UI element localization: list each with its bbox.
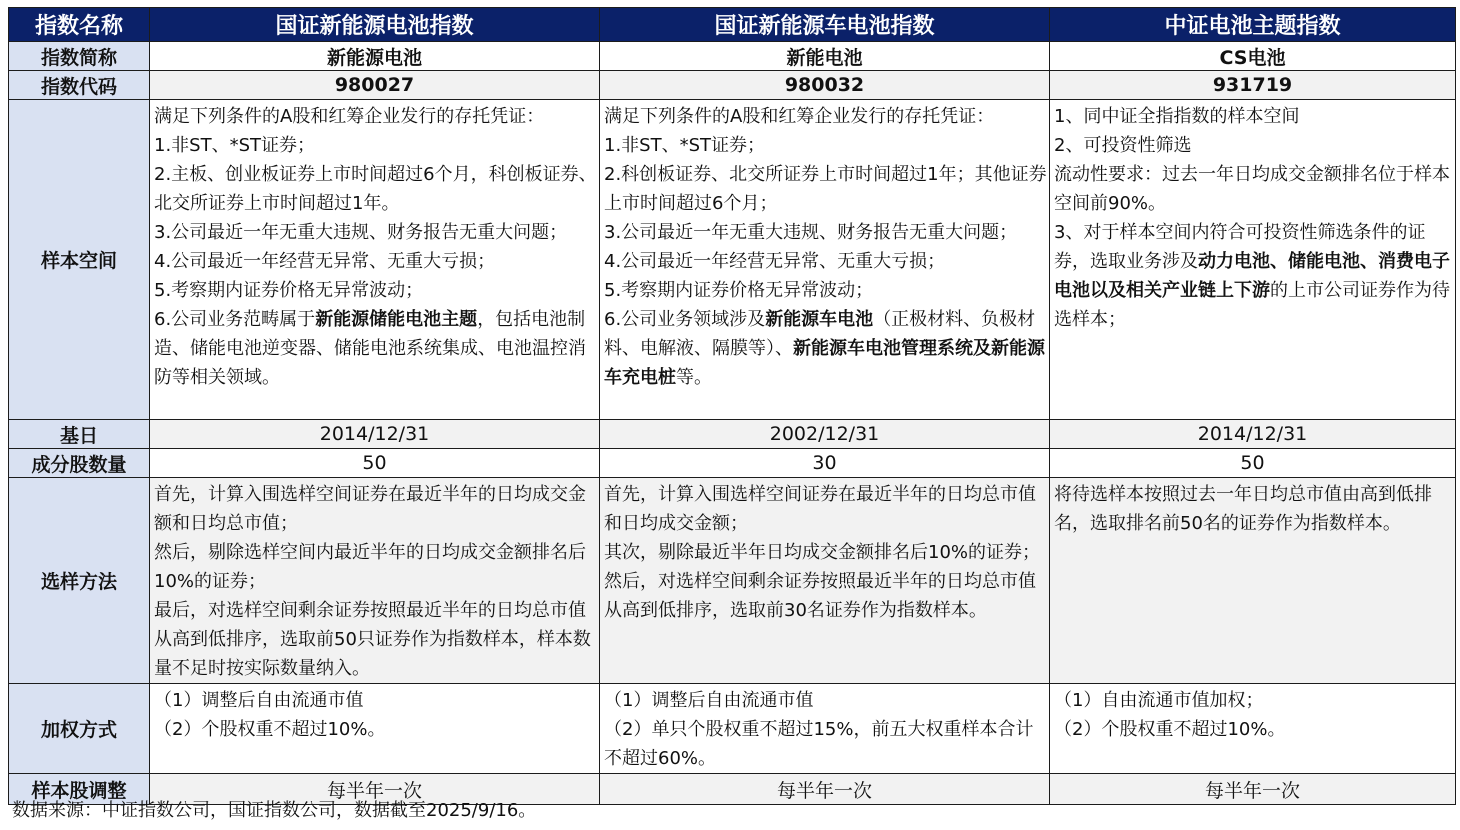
- sample-space-2-line: 5.考察期内证券价格无异常波动；: [604, 280, 874, 301]
- sample-space-row: [9, 100, 1456, 420]
- sample-space-3-line: 2、可投资性筛选: [1054, 135, 1192, 156]
- text-segment: 6.公司业务范畴属于: [154, 309, 316, 330]
- row-label-sample-space: 样本空间: [9, 100, 150, 420]
- header-index-2: 国证新能源车电池指数: [600, 8, 1050, 42]
- sample-space-1-line: 1.非ST、*ST证券；: [154, 135, 316, 156]
- sample-space-1: [150, 100, 600, 420]
- text-segment: ，包括电池制造、储能电池逆变器、储能电池系统集成、电池温控消防等相关领域。: [154, 309, 586, 388]
- method-2-line: 然后，对选样空间剩余证券按照最近半年的日均总市值从高到低排序，选取前30名证券作为指数样本。: [604, 571, 1036, 621]
- weighting-3: [1050, 684, 1456, 774]
- method-1-line: 然后，剔除选样空间内最近半年的日均成交金额排名后10%的证券；: [154, 542, 586, 592]
- short-name-2: 新能电池: [600, 42, 1050, 71]
- method-3-line: 将待选样本按照过去一年日均总市值由高到低排名，选取排名前50名的证券作为指数样本。: [1054, 484, 1432, 534]
- sample-space-2-line: 1.非ST、*ST证券；: [604, 135, 766, 156]
- count-2: 30: [600, 449, 1050, 478]
- row-label-count: 成分股数量: [9, 449, 150, 478]
- sample-space-3-line: 流动性要求：过去一年日均成交金额排名位于样本空间前90%。: [1054, 164, 1450, 214]
- header-index-1: 国证新能源电池指数: [150, 8, 600, 42]
- method-row: [9, 478, 1456, 684]
- rebalance-3: 每半年一次: [1050, 774, 1456, 805]
- sample-space-3: [1050, 100, 1456, 420]
- method-1-line: 首先，计算入围选样空间证券在最近半年的日均成交金额和日均总市值；: [154, 484, 586, 534]
- sample-space-1-line: [154, 305, 597, 392]
- sample-space-2: [600, 100, 1050, 420]
- method-2-line: 其次，剔除最近半年日均成交金额排名后10%的证券；: [604, 542, 1041, 563]
- weighting-1: [150, 684, 600, 774]
- text-segment: 6.公司业务领域涉及: [604, 309, 766, 330]
- row-label-short-name: 指数简称: [9, 42, 150, 71]
- header-row: [9, 8, 1456, 42]
- code-2: 980032: [600, 71, 1050, 100]
- method-2: [600, 478, 1050, 684]
- sample-space-3-line: 1、同中证全指指数的样本空间: [1054, 106, 1300, 127]
- data-source-note: 数据来源：中证指数公司，国证指数公司，数据截至2025/9/16。: [12, 800, 537, 821]
- text-segment: 等。: [676, 367, 712, 388]
- row-label-method: 选样方法: [9, 478, 150, 684]
- index-comparison-table: [8, 7, 1456, 805]
- row-label-rebalance: 样本股调整: [9, 774, 150, 805]
- weighting-row: [9, 684, 1456, 774]
- sample-space-1-line: 4.公司最近一年经营无异常、无重大亏损；: [154, 251, 496, 272]
- bold-text-segment: 新能源车电池管理系统及新能源车充电桩: [604, 338, 1045, 388]
- weighting-3-line: （2）个股权重不超过10%。: [1054, 719, 1286, 740]
- sample-space-1-line: 满足下列条件的A股和红筹企业发行的存托凭证：: [154, 106, 545, 127]
- row-label-code: 指数代码: [9, 71, 150, 100]
- code-3: 931719: [1050, 71, 1456, 100]
- row-label-base-date: 基日: [9, 420, 150, 449]
- base-date-row: [9, 420, 1456, 449]
- sample-space-1-line: 2.主板、创业板证券上市时间超过6个月，科创板证券、北交所证券上市时间超过1年。: [154, 164, 597, 214]
- text-segment: （正极材料、负极材料、电解液、隔膜等）、: [604, 309, 1036, 359]
- text-segment: 的上市公司证券作为待选样本；: [1054, 280, 1450, 330]
- bold-text-segment: 新能源储能电池主题: [315, 309, 478, 330]
- short-name-row: [9, 42, 1456, 71]
- method-3: [1050, 478, 1456, 684]
- rebalance-2: 每半年一次: [600, 774, 1050, 805]
- header-label: 指数名称: [9, 8, 150, 42]
- method-2-line: 首先，计算入围选样空间证券在最近半年的日均总市值和日均成交金额；: [604, 484, 1036, 534]
- sample-space-1-line: 3.公司最近一年无重大违规、财务报告无重大问题；: [154, 222, 568, 243]
- bold-text-segment: 动力电池、储能电池、消费电子电池以及相关产业链上下游: [1054, 251, 1450, 301]
- sample-space-1-line: 5.考察期内证券价格无异常波动；: [154, 280, 424, 301]
- bold-text-segment: 新能源车电池: [765, 309, 874, 330]
- count-1: 50: [150, 449, 600, 478]
- sample-space-2-line: 2.科创板证券、北交所证券上市时间超过1年；其他证券上市时间超过6个月；: [604, 164, 1047, 214]
- header-index-3: 中证电池主题指数: [1050, 8, 1456, 42]
- sample-space-2-line: 4.公司最近一年经营无异常、无重大亏损；: [604, 251, 946, 272]
- sample-space-2-line: [604, 305, 1047, 392]
- text-segment: 3、对于样本空间内符合可投资性筛选条件的证券，选取业务涉及: [1054, 222, 1426, 272]
- sample-space-3-line: [1054, 218, 1453, 334]
- base-date-1: 2014/12/31: [150, 420, 600, 449]
- code-1: 980027: [150, 71, 600, 100]
- base-date-3: 2014/12/31: [1050, 420, 1456, 449]
- code-row: [9, 71, 1456, 100]
- row-label-weighting: 加权方式: [9, 684, 150, 774]
- weighting-2: [600, 684, 1050, 774]
- weighting-2-line: （2）单只个股权重不超过15%，前五大权重样本合计不超过60%。: [604, 719, 1034, 769]
- short-name-3: CS电池: [1050, 42, 1456, 71]
- sample-space-2-line: 满足下列条件的A股和红筹企业发行的存托凭证：: [604, 106, 995, 127]
- weighting-1-line: （2）个股权重不超过10%。: [154, 719, 386, 740]
- base-date-2: 2002/12/31: [600, 420, 1050, 449]
- weighting-3-line: （1）自由流通市值加权；: [1054, 690, 1264, 711]
- count-3: 50: [1050, 449, 1456, 478]
- weighting-1-line: （1）调整后自由流通市值: [154, 690, 364, 711]
- short-name-1: 新能源电池: [150, 42, 600, 71]
- count-row: [9, 449, 1456, 478]
- weighting-2-line: （1）调整后自由流通市值: [604, 690, 814, 711]
- method-1: [150, 478, 600, 684]
- rebalance-1: 每半年一次: [150, 774, 600, 805]
- method-1-line: 最后，对选样空间剩余证券按照最近半年的日均总市值从高到低排序，选取前50只证券作为指数样本，样本数量不足时按实际数量纳入。: [154, 600, 591, 679]
- sample-space-2-line: 3.公司最近一年无重大违规、财务报告无重大问题；: [604, 222, 1018, 243]
